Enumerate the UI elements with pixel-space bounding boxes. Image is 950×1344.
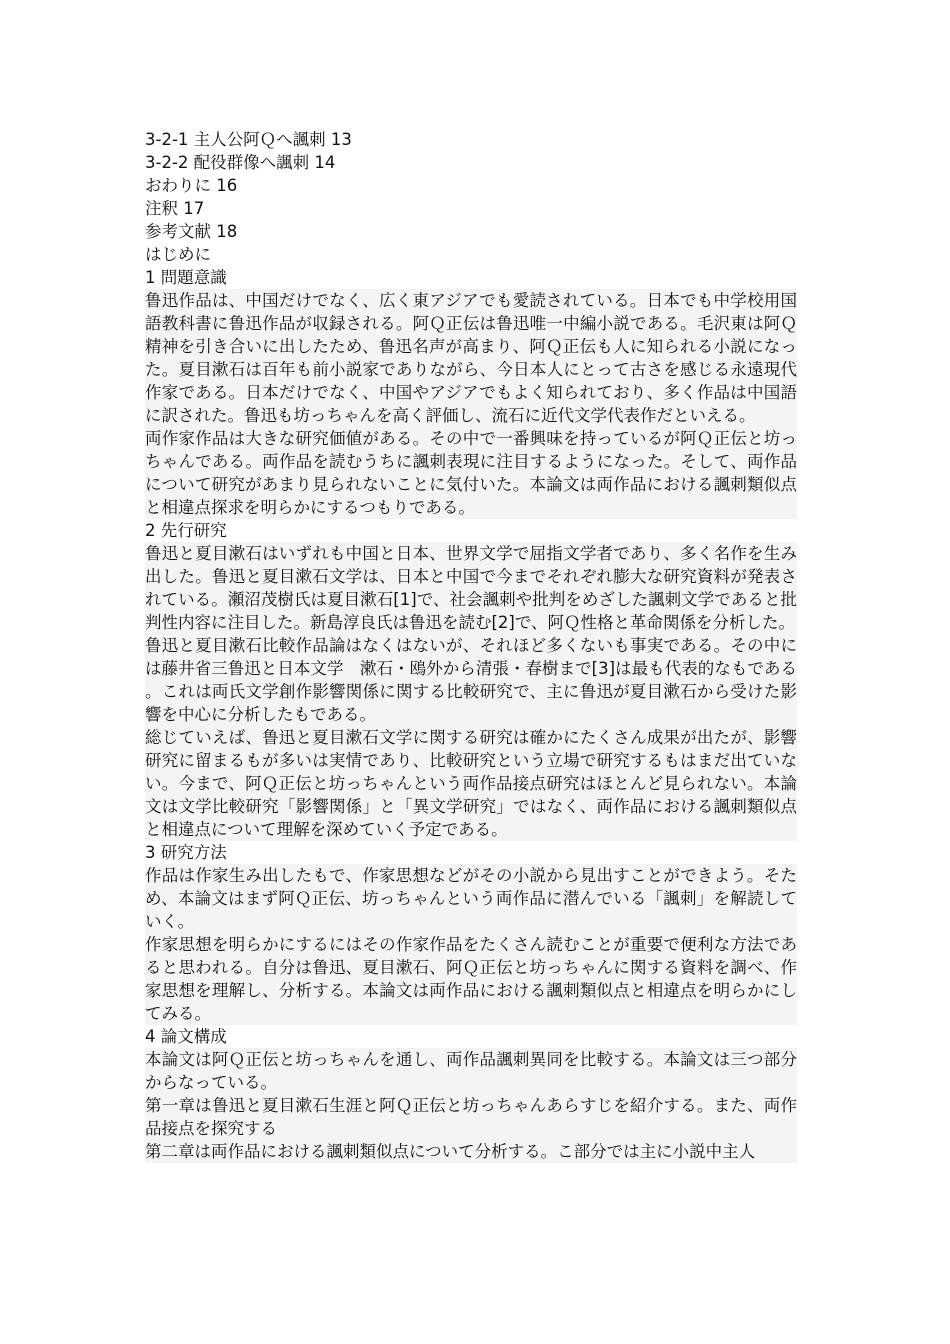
document-page	[145, 128, 805, 1163]
toc-entry: 参考文献 18	[145, 222, 238, 241]
toc-entry: 3-2-1 主人公阿Ｑへ諷刺 13	[145, 130, 352, 149]
paragraph: 第二章は両作品における諷刺類似点について分析する。こ部分では主に小説中主人	[145, 1140, 797, 1163]
section-thesis-structure	[145, 1025, 805, 1163]
toc-entry: 3-2-2 配役群像へ諷刺 14	[145, 153, 336, 172]
section-heading: 3 研究方法	[145, 843, 227, 862]
paragraph: 総じていえば、鲁迅と夏目漱石文学に関する研究は確かにたくさん成果が出たが、影響研究に留まるもが多いは実情であり、比較研究という立場で研究するもはまだ出ていない。今まで、阿Ｑ正伝と坊っちゃんという両作品接点研究はほとんど見られない。本論文は文学比較研究「影響関係」と「異文学研究」ではなく、両作品における諷刺類似点と相違点について理解を深めていく予定である。	[145, 728, 798, 839]
paragraph: 鲁迅と夏目漱石比較作品論はなくはないが、それほど多くないも事実である。その中には藤井省三鲁迅と日本文学 漱石・鴎外から清張・春樹まで[3]は最も代表的なもである。これは両氏文学創作影響関係に関する比較研究で、主に鲁迅が夏目漱石から受けた影響を中心に分析したもである。	[145, 636, 797, 724]
section-research-method	[145, 841, 805, 1025]
paragraph: 鲁迅作品は、中国だけでなく、広く東アジアでも愛読されている。日本でも中学校用国語教科書に鲁迅作品が収録される。阿Ｑ正伝は鲁迅唯一中編小説である。毛沢東は阿Ｑ精神を引き合いに出したため、鲁迅名声が高まり、阿Ｑ正伝も人に知られる小説になった。夏目漱石は百年も前小説家でありながら、今日本人にとって古さを感じる永遠現代作家である。日本だけでなく、中国やアジアでもよく知られており、多く作品は中国語に訳された。鲁迅も坊っちゃんを高く評価し、流石に近代文学代表作だといえる。	[145, 291, 797, 425]
paragraph: 作家思想を明らかにするにはその作家作品をたくさん読むことが重要で便利な方法であると思われる。自分は鲁迅、夏目漱石、阿Ｑ正伝と坊っちゃんに関する資料を調べ、作家思想を理解し、分析する。本論文は両作品における諷刺類似点と相違点を明らかにしてみる。	[145, 935, 798, 1023]
section-problem-awareness	[145, 266, 805, 519]
section-prior-research	[145, 519, 805, 841]
paragraph: 第一章は鲁迅と夏目漱石生涯と阿Ｑ正伝と坊っちゃんあらすじを紹介する。また、両作品接点を探究する	[145, 1096, 797, 1138]
paragraph: 本論文は阿Ｑ正伝と坊っちゃんを通し、両作品諷刺異同を比較する。本論文は三つ部分からなっている。	[145, 1050, 798, 1092]
paragraph: 作品は作家生み出したもで、作家思想などがその小説から見出すことができよう。そため、本論文はまず阿Ｑ正伝、坊っちゃんという両作品に潜んでいる「諷刺」を解読していく。	[145, 866, 797, 931]
intro-title: はじめに	[145, 245, 211, 264]
toc-entry: おわりに 16	[145, 176, 238, 195]
paragraph: 両作家作品は大きな研究価値がある。その中で一番興味を持っているが阿Ｑ正伝と坊っちゃんである。両作品を読むうちに諷刺表現に注目するようになった。そして、両作品について研究があまり見られないことに気付いた。本論文は両作品における諷刺類似点と相違点探求を明らかにするつもりである。	[145, 429, 798, 517]
section-heading: 4 論文構成	[145, 1027, 227, 1046]
toc-entry: 注釈 17	[145, 199, 205, 218]
section-heading: 2 先行研究	[145, 521, 227, 540]
section-heading: 1 問題意識	[145, 268, 227, 287]
table-of-contents	[145, 128, 805, 243]
paragraph: 鲁迅と夏目漱石はいずれも中国と日本、世界文学で屈指文学者であり、多く名作を生み出した。鲁迅と夏目漱石文学は、日本と中国で今までそれぞれ膨大な研究資料が発表されている。瀬沼茂樹氏は夏目漱石[1]で、社会諷刺や批判をめざした諷刺文学であると批判性内容に注目した。新島淳良氏は鲁迅を読む[2]で、阿Ｑ性格と革命関係を分析した。	[145, 544, 798, 632]
